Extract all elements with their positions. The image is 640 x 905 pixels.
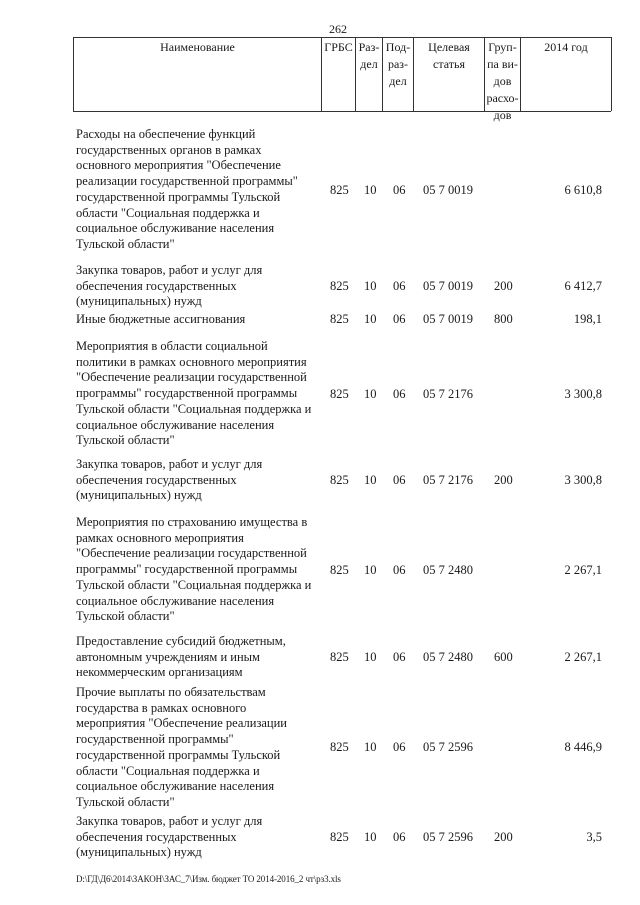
header-gruppa-line: па ви- xyxy=(487,57,518,71)
row-razdel: 10 xyxy=(364,563,377,577)
row-podrazdel: 06 xyxy=(393,650,406,664)
header-gruppa-line: расхо- xyxy=(486,91,519,105)
row-gruppa: 200 xyxy=(494,279,513,293)
row-grbs: 825 xyxy=(330,740,349,754)
row-podrazdel: 06 xyxy=(393,387,406,401)
row-sum: 6 412,7 xyxy=(564,279,602,293)
row-sum: 3,5 xyxy=(586,830,602,844)
row-razdel: 10 xyxy=(364,740,377,754)
row-podrazdel: 06 xyxy=(393,183,406,197)
header-gruppa-line: дов xyxy=(493,74,512,88)
row-sum: 6 610,8 xyxy=(564,183,602,197)
row-gruppa: 200 xyxy=(494,473,513,487)
row-grbs: 825 xyxy=(330,563,349,577)
row-name: Закупка товаров, работ и услуг для обеспечения государственных (муниципальных) нужд xyxy=(76,814,263,860)
row-grbs: 825 xyxy=(330,650,349,664)
row-razdel: 10 xyxy=(364,312,377,326)
row-celevaya: 05 7 0019 xyxy=(423,279,473,293)
row-name: Мероприятия в области социальной политики в рамках основного мероприятия "Обеспечение реализации государственной программы" государственной программы Тульской области "Социальная поддержка и социальное обслуживание населения Тульской области" xyxy=(76,339,312,448)
row-grbs: 825 xyxy=(330,387,349,401)
header-gruppa-line: Груп- xyxy=(488,40,517,54)
row-sum: 8 446,9 xyxy=(564,740,602,754)
row-podrazdel: 06 xyxy=(393,563,406,577)
row-razdel: 10 xyxy=(364,183,377,197)
header-grbs: ГРБС xyxy=(324,40,353,54)
row-name: Предоставление субсидий бюджетным, автономным учреждениям и иным некоммерческим организациям xyxy=(76,634,286,680)
row-grbs: 825 xyxy=(330,830,349,844)
row-name: Закупка товаров, работ и услуг для обеспечения государственных (муниципальных) нужд xyxy=(76,263,263,309)
header-celevaya-line: статья xyxy=(433,57,465,71)
row-name: Закупка товаров, работ и услуг для обеспечения государственных (муниципальных) нужд xyxy=(76,457,263,503)
row-celevaya: 05 7 2596 xyxy=(423,740,473,754)
header-celevaya xyxy=(414,39,484,73)
row-name: Мероприятия по страхованию имущества в рамках основного мероприятия "Обеспечение реализации государственной программы" государственной программы Тульской области "Социальная поддержка и социальное обслуживание населения Тульской области" xyxy=(76,515,312,624)
footer-file-path: D:\ГД\Д6\2014\ЗАКОН\ЗАС_7\Изм. бюджет ТО 2014-2016_2 чт\рз3.xls xyxy=(76,874,341,884)
header-divider xyxy=(611,37,612,111)
header-podrazdel xyxy=(383,39,413,90)
row-celevaya: 05 7 2176 xyxy=(423,387,473,401)
row-grbs: 825 xyxy=(330,183,349,197)
row-podrazdel: 06 xyxy=(393,312,406,326)
row-name: Прочие выплаты по обязательствам государства в рамках основного мероприятия "Обеспечение реализации государственной программы" государственной программы Тульской области "Социальная поддержка и социальное обслуживание населения Тульской области" xyxy=(76,685,287,809)
row-celevaya: 05 7 2480 xyxy=(423,563,473,577)
row-sum: 2 267,1 xyxy=(564,650,602,664)
header-razdel xyxy=(356,39,382,73)
header-podrazdel-line: дел xyxy=(389,74,407,88)
row-razdel: 10 xyxy=(364,387,377,401)
header-gruppa xyxy=(485,39,520,124)
row-podrazdel: 06 xyxy=(393,279,406,293)
row-celevaya: 05 7 0019 xyxy=(423,312,473,326)
row-grbs: 825 xyxy=(330,279,349,293)
row-sum: 3 300,8 xyxy=(564,387,602,401)
row-razdel: 10 xyxy=(364,279,377,293)
header-name: Наименование xyxy=(160,40,235,54)
row-grbs: 825 xyxy=(330,473,349,487)
row-razdel: 10 xyxy=(364,830,377,844)
row-celevaya: 05 7 0019 xyxy=(423,183,473,197)
header-razdel-line: Раз- xyxy=(358,40,380,54)
header-podrazdel-line: Под- xyxy=(385,40,411,54)
header-year: 2014 год xyxy=(544,40,588,54)
row-celevaya: 05 7 2176 xyxy=(423,473,473,487)
row-celevaya: 05 7 2596 xyxy=(423,830,473,844)
header-bottom-border xyxy=(73,111,611,112)
page-number: 262 xyxy=(329,22,347,36)
row-podrazdel: 06 xyxy=(393,830,406,844)
row-gruppa: 600 xyxy=(494,650,513,664)
row-razdel: 10 xyxy=(364,473,377,487)
row-razdel: 10 xyxy=(364,650,377,664)
row-name: Иные бюджетные ассигнования xyxy=(76,312,246,326)
row-podrazdel: 06 xyxy=(393,740,406,754)
row-sum: 3 300,8 xyxy=(564,473,602,487)
row-sum: 198,1 xyxy=(573,312,602,326)
row-gruppa: 800 xyxy=(494,312,513,326)
row-sum: 2 267,1 xyxy=(564,563,602,577)
row-celevaya: 05 7 2480 xyxy=(423,650,473,664)
header-top-border xyxy=(73,37,611,38)
row-grbs: 825 xyxy=(330,312,349,326)
row-gruppa: 200 xyxy=(494,830,513,844)
row-name: Расходы на обеспечение функций государственных органов в рамках основного мероприятия "Обеспечение реализации государственной программы" государственной программы Тульской области "Социальная поддержка и социальное обслуживание населения Тульской области" xyxy=(76,127,298,251)
header-celevaya-line: Целевая xyxy=(428,40,470,54)
header-podrazdel-line: раз- xyxy=(387,57,409,71)
header-razdel-line: дел xyxy=(360,57,378,71)
row-podrazdel: 06 xyxy=(393,473,406,487)
header-gruppa-line: дов xyxy=(493,108,512,122)
